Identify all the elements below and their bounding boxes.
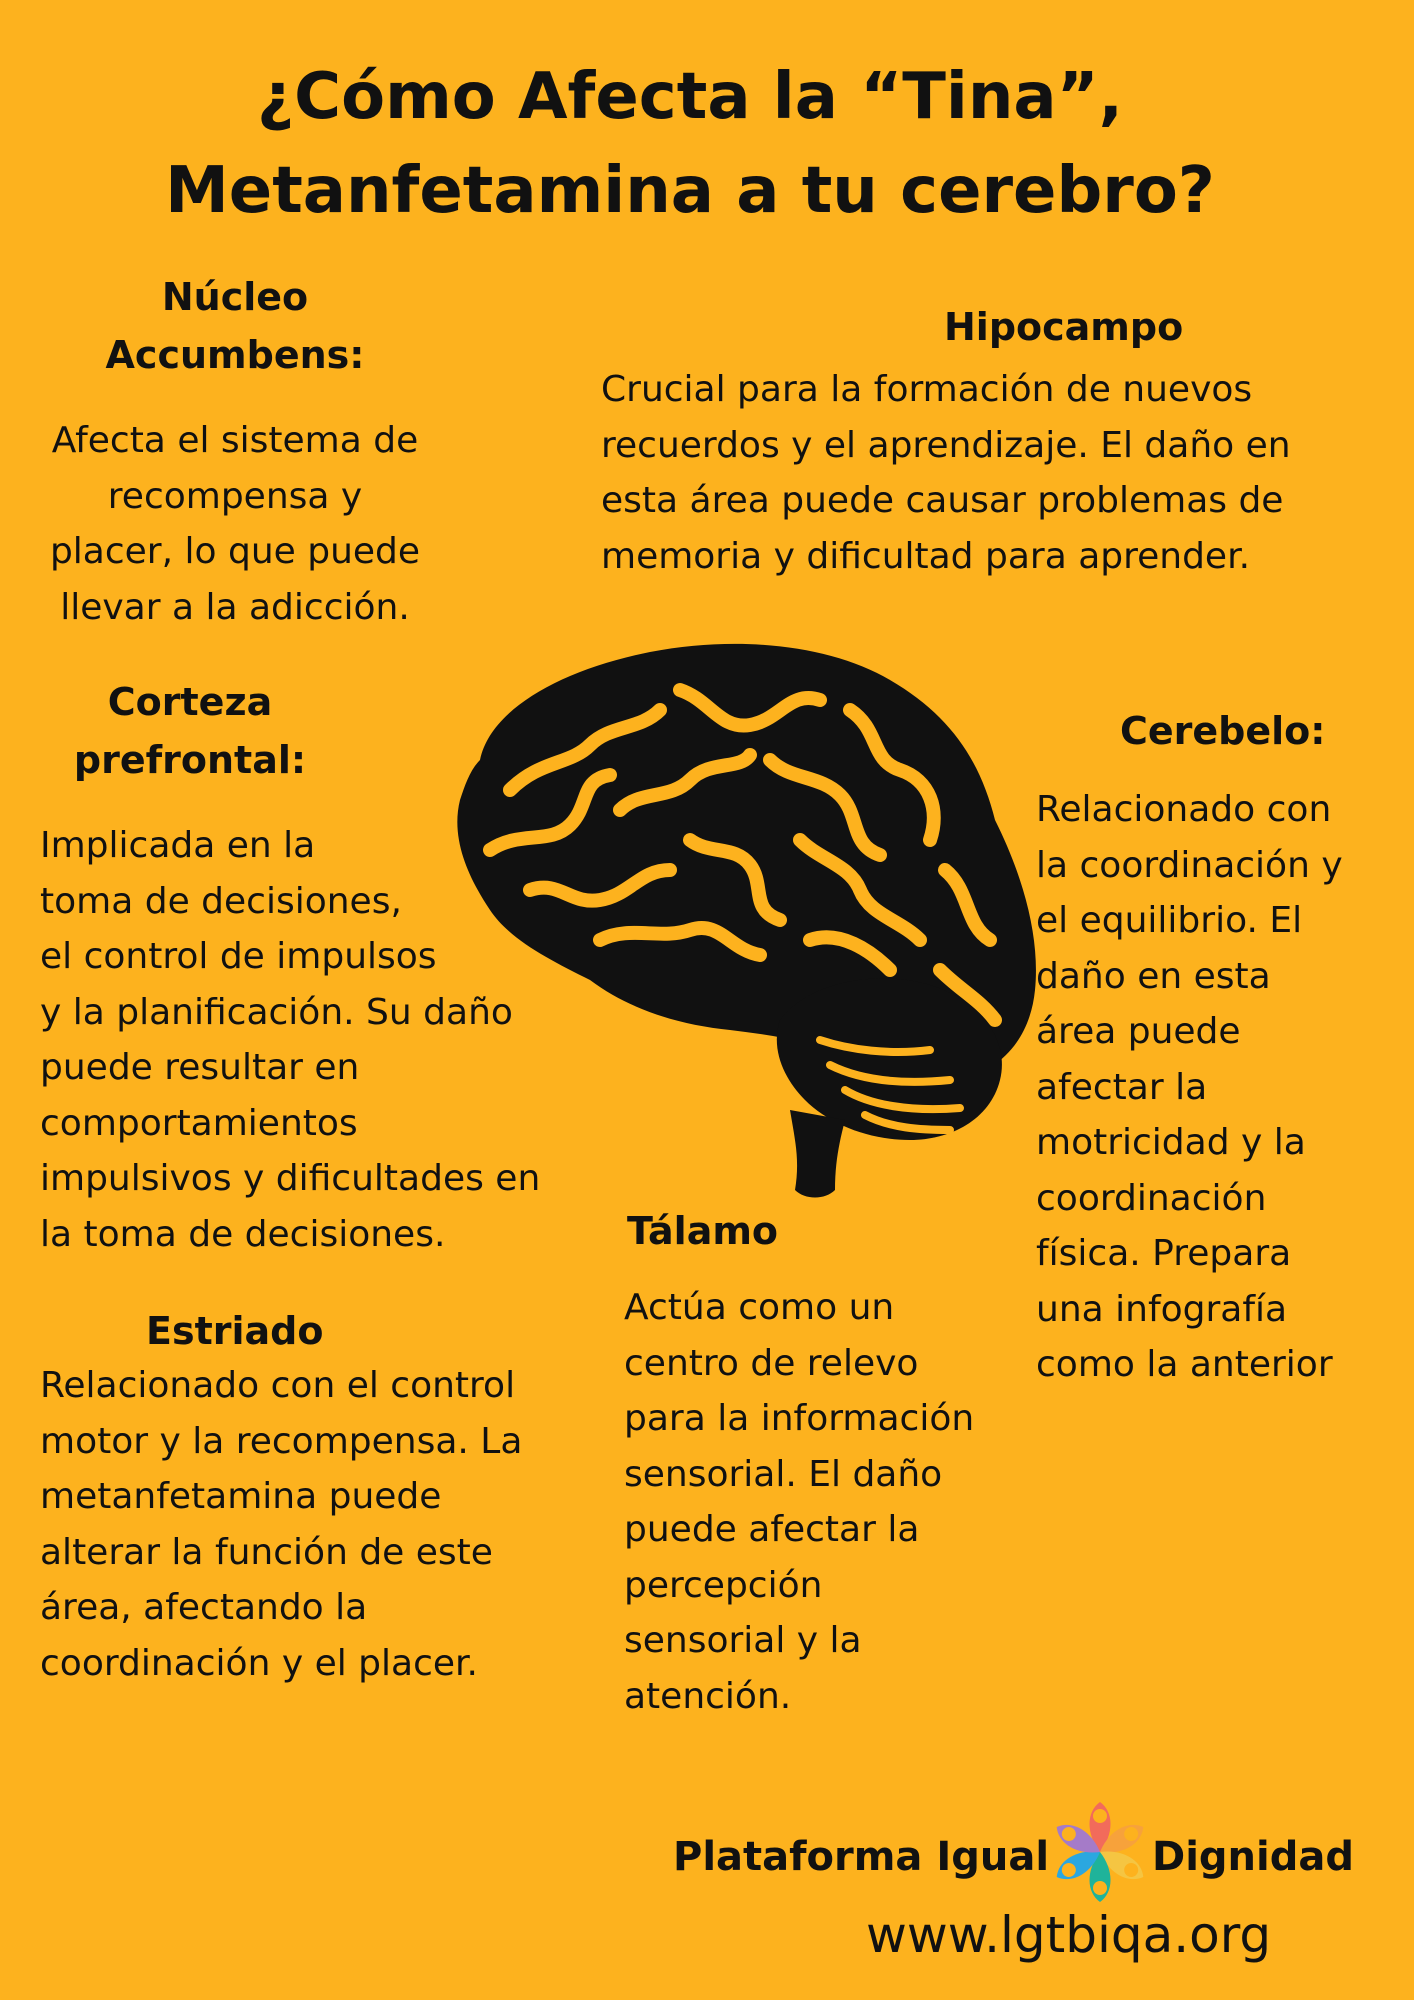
text-line: coordinación <box>1036 1177 1267 1219</box>
flower-logo-icon <box>1040 1790 1160 1920</box>
text-line: atención. <box>624 1675 792 1717</box>
text-line: recompensa y <box>107 475 363 517</box>
text-line: daño en esta <box>1036 955 1271 997</box>
corteza-prefrontal-heading <box>40 673 340 789</box>
footer-org-left: Plataforma Igual <box>673 1834 1050 1880</box>
text-line: motor y la recompensa. La <box>40 1420 523 1462</box>
hipocampo-text <box>601 362 1291 584</box>
text-line: toma de decisiones, <box>40 880 402 922</box>
page-title <box>40 50 1340 238</box>
text-line: para la información <box>624 1398 975 1439</box>
text-line: comportamientos <box>40 1102 358 1144</box>
text-line: la toma de decisiones. <box>40 1213 446 1255</box>
text-line: área, afectando la <box>40 1587 368 1628</box>
footer-org-right: Dignidad <box>1152 1834 1354 1880</box>
text-line: metanfetamina puede <box>40 1476 442 1517</box>
title-line-2: Metanfetamina a tu cerebro? <box>165 154 1215 228</box>
talamo-heading: Tálamo <box>627 1209 779 1253</box>
cerebelo-heading: Cerebelo: <box>1120 709 1326 753</box>
text-line: alterar la función de este <box>40 1531 493 1573</box>
text-line: centro de relevo <box>624 1342 919 1384</box>
nucleo-accumbens-text <box>30 413 440 635</box>
text-line: y la planificación. Su daño <box>40 991 513 1033</box>
estriado-heading: Estriado <box>146 1309 324 1353</box>
text-line: área puede <box>1036 1011 1241 1052</box>
text-line: Actúa como un <box>624 1287 895 1328</box>
text-line: coordinación y el placer. <box>40 1642 478 1684</box>
hipocampo-heading: Hipocampo <box>944 305 1184 349</box>
text-line: el control de impulsos <box>40 936 437 977</box>
text-line: sensorial. El daño <box>624 1453 943 1495</box>
footer-website-link[interactable]: www.lgtbiqa.org <box>866 1906 1272 1964</box>
text-line: Relacionado con <box>1036 789 1332 830</box>
text-line: el equilibrio. El <box>1036 900 1303 941</box>
title-line-1: ¿Cómo Afecta la “Tina”, <box>257 60 1123 134</box>
heading-line: Núcleo <box>161 275 309 319</box>
text-line: motricidad y la <box>1036 1122 1306 1163</box>
heading-line: Corteza <box>107 680 273 724</box>
text-line: Crucial para la formación de nuevos <box>601 369 1253 410</box>
text-line: recuerdos y el aprendizaje. El daño en <box>601 424 1291 466</box>
text-line: física. Prepara <box>1036 1233 1292 1274</box>
text-line: como la anterior <box>1036 1344 1333 1385</box>
text-line: llevar a la adicción. <box>60 586 410 628</box>
talamo-text <box>624 1280 974 1724</box>
text-line: la coordinación y <box>1036 844 1343 886</box>
estriado-text <box>40 1358 522 1691</box>
heading-line: Accumbens: <box>105 333 365 377</box>
text-line: esta área puede causar problemas de <box>601 480 1284 521</box>
text-line: sensorial y la <box>624 1620 862 1661</box>
text-line: afectar la <box>1036 1066 1208 1108</box>
text-line: puede afectar la <box>624 1509 920 1550</box>
cerebelo-text <box>1036 782 1343 1393</box>
nucleo-accumbens-heading <box>70 268 400 384</box>
text-line: una infografía <box>1036 1288 1288 1330</box>
text-line: percepción <box>624 1564 823 1606</box>
brain-icon <box>450 640 1040 1200</box>
text-line: impulsivos y dificultades en <box>40 1158 541 1199</box>
text-line: placer, lo que puede <box>49 531 421 572</box>
heading-line: prefrontal: <box>73 738 307 782</box>
text-line: puede resultar en <box>40 1047 360 1088</box>
text-line: Implicada en la <box>40 825 316 866</box>
text-line: Afecta el sistema de <box>51 420 419 461</box>
text-line: Relacionado con el control <box>40 1365 516 1406</box>
text-line: memoria y dificultad para aprender. <box>601 535 1251 577</box>
